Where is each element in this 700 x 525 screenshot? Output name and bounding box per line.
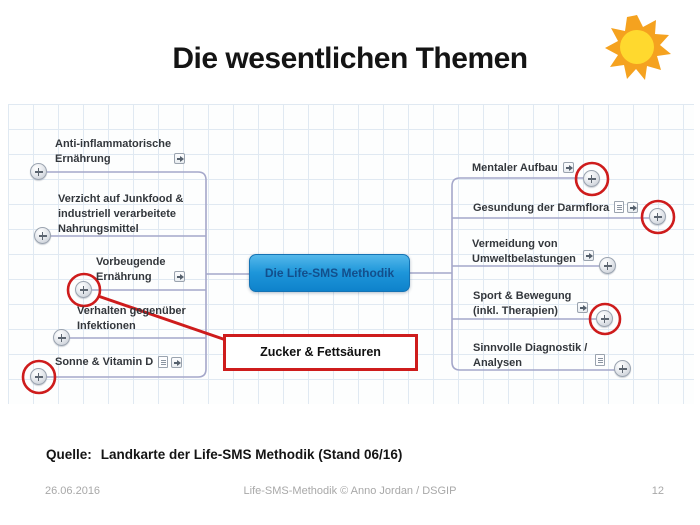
note-icon[interactable] [595, 354, 605, 366]
link-icon[interactable] [563, 162, 574, 173]
link-icon[interactable] [577, 302, 588, 313]
expand-button[interactable] [30, 368, 47, 385]
topic-sinnvolle-diagnostik-analysen[interactable]: Sinnvolle Diagnostik / Analysen [473, 342, 588, 369]
footer-page-number: 12 [651, 485, 664, 497]
expand-button[interactable] [34, 227, 51, 244]
topic-anti-inflammatorische-ernaehrung[interactable]: Anti-inflammatorische Ernährung [55, 138, 172, 165]
source-text: Landkarte der Life-SMS Methodik (Stand 06/16) [100, 447, 403, 462]
link-icon[interactable] [583, 250, 594, 261]
expand-button[interactable] [583, 170, 600, 187]
footer-date: 26.06.2016 [45, 485, 101, 497]
expand-button[interactable] [30, 163, 47, 180]
mindmap-canvas [8, 104, 694, 404]
expand-button[interactable] [599, 257, 616, 274]
central-topic[interactable]: Die Life-SMS Methodik [249, 254, 410, 292]
link-icon[interactable] [174, 271, 185, 282]
topic-verzicht-auf-junkfood[interactable]: Verzicht auf Junkfood & industriell verarbeitete Nahrungsmittel [58, 193, 184, 235]
topic-vorbeugende-ernaehrung[interactable]: Vorbeugende Ernährung [96, 256, 166, 283]
topic-vermeidung-von-umweltbelastungen[interactable]: Vermeidung von Umweltbelastungen [472, 238, 576, 265]
expand-button[interactable] [614, 360, 631, 377]
topic-verhalten-gegenueber-infektionen[interactable]: Verhalten gegenüber Infektionen [77, 305, 186, 332]
link-icon[interactable] [627, 202, 638, 213]
note-icon[interactable] [614, 201, 624, 213]
expand-button[interactable] [53, 329, 70, 346]
topic-sonne-vitamin-d[interactable]: Sonne & Vitamin D [55, 356, 154, 368]
slide-title: Die wesentlichen Themen [172, 42, 528, 75]
callout-zucker-fettsaeuren: Zucker & Fettsäuren [223, 334, 418, 371]
note-icon[interactable] [158, 356, 168, 368]
link-icon[interactable] [174, 153, 185, 164]
topic-mentaler-aufbau[interactable]: Mentaler Aufbau [472, 162, 558, 174]
source-label: Quelle: [46, 447, 92, 462]
footer-credit: Life-SMS-Methodik © Anno Jordan / DSGIP [243, 485, 457, 497]
expand-button[interactable] [75, 281, 92, 298]
expand-button[interactable] [596, 310, 613, 327]
expand-button[interactable] [649, 208, 666, 225]
topic-gesundung-der-darmflora[interactable]: Gesundung der Darmflora [473, 202, 610, 214]
topic-sport-und-bewegung[interactable]: Sport & Bewegung (inkl. Therapien) [473, 290, 572, 317]
link-icon[interactable] [171, 357, 182, 368]
sun-icon [601, 11, 673, 83]
source-note [46, 447, 402, 462]
